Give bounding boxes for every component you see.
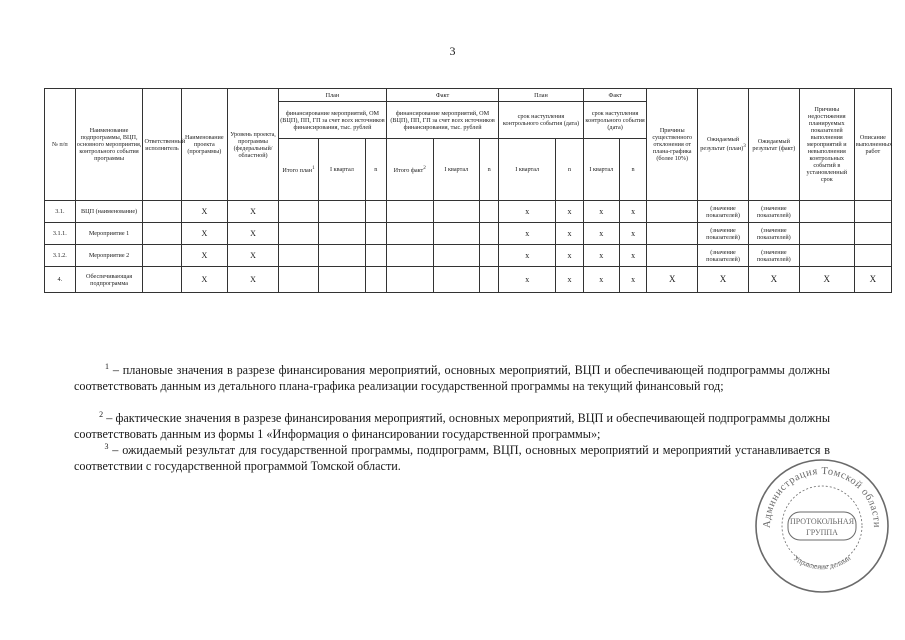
row-cell-x: х <box>583 245 619 267</box>
row-cell-x: Х <box>228 223 279 245</box>
row-name: Мероприятие 2 <box>75 245 143 267</box>
table-row <box>45 201 892 223</box>
col-reasons-fail-header: Причины недостижения планируемых показателей выполнения мероприятий и невыполнения контрольных событий в установленный срок <box>799 89 854 201</box>
row-plan-result: (значение показателей) <box>698 223 749 245</box>
plan-ev-n-header: n <box>556 139 584 201</box>
plan-n-header: n <box>365 139 386 201</box>
plan-event-group-header: План <box>499 89 584 102</box>
row-cell-x: х <box>556 267 584 293</box>
fact-n-header: n <box>480 139 499 201</box>
page-number: 3 <box>449 44 456 58</box>
footnote-2: $^2$ – фактические значения в разрезе финансирования мероприятий, основных мероприятий, ВЦП и обеспечивающей подпрограммы должны соответствовать данным из формы 1 «Информация о финансировании государственной программы»; <box>74 409 831 441</box>
plan-fin-header: финансирование мероприятий, ОМ (ВЦП), ПП, ГП за счет всех источников финансирования, тыс. рублей <box>278 102 386 139</box>
footnote-1: $^1$ – плановые значения в разрезе финансирования мероприятий, основных мероприятий, ВЦП и обеспечивающей подпрограммы должны соответствовать данным из детального плана-графика реализации государственной программы на текущий финансовый год; <box>74 361 831 393</box>
row-name: Мероприятие 1 <box>75 223 143 245</box>
row-cell-x: х <box>499 267 556 293</box>
fact-q1-header: I квартал <box>433 139 480 201</box>
row-cell-x: Х <box>854 267 891 293</box>
plan-ev-q1-header: I квартал <box>499 139 556 201</box>
fact-group-header: Факт <box>386 89 498 102</box>
table-row <box>45 267 892 293</box>
plan-group-header: План <box>278 89 386 102</box>
row-fact-result: (значение показателей) <box>748 245 799 267</box>
footnote-3: $^3$ – ожидаемый результат для государственной программы, подпрограмм, ВЦП, основных мероприятий и мероприятий устанавливается в соответствии с государственной программой Томской области. <box>74 441 830 473</box>
col-expected-fact-header: Ожидаемый результат (факт) <box>748 89 799 201</box>
plan-total-header: Итого план$^1$ <box>278 139 318 201</box>
row-cell-x: х <box>556 201 584 223</box>
fact-ev-n-header: n <box>619 139 647 201</box>
svg-text:Управление делами <box>792 553 852 571</box>
fact-event-group-header: Факт <box>583 89 647 102</box>
row-fact-result: (значение показателей) <box>748 201 799 223</box>
stamp-outer-ring <box>756 460 888 592</box>
row-cell-x: х <box>619 223 647 245</box>
col-name-header: Наименование подпрограммы, ВЦП, основного мероприятия, контрольного события программы <box>75 89 143 201</box>
row-cell-x: Х <box>647 267 698 293</box>
col-num-header: № п/п <box>45 89 76 201</box>
row-cell-x: х <box>556 245 584 267</box>
row-num: 3.1.2. <box>45 245 76 267</box>
row-cell-x: Х <box>698 267 749 293</box>
row-plan-result: (значение показателей) <box>698 245 749 267</box>
col-project-name-header: Наименование проекта (программы) <box>181 89 228 201</box>
fact-event-header: срок наступления контрольного события (дата) <box>583 102 647 139</box>
row-fact-result: (значение показателей) <box>748 223 799 245</box>
row-cell-x: х <box>583 223 619 245</box>
plan-q1-header: I квартал <box>319 139 366 201</box>
row-cell-x: Х <box>181 201 228 223</box>
stamp-inner-ring <box>782 486 862 566</box>
col-reasons-deviation-header: Причины существенного отклонения от плана-графика (более 10%) <box>647 89 698 201</box>
row-cell-x: Х <box>748 267 799 293</box>
row-num: 3.1. <box>45 201 76 223</box>
row-cell-x: Х <box>228 267 279 293</box>
row-cell-x: х <box>619 201 647 223</box>
row-cell-x: х <box>583 201 619 223</box>
stamp-ring-text: Администрация Томской области <box>761 465 883 529</box>
row-name: Обеспечивающая подпрограмма <box>75 267 143 293</box>
row-cell-x: х <box>499 201 556 223</box>
fact-ev-q1-header: I квартал <box>583 139 619 201</box>
row-cell-x: Х <box>181 245 228 267</box>
col-work-desc-header: Описание выполненных работ <box>854 89 891 201</box>
row-cell-x: Х <box>228 201 279 223</box>
row-num: 4. <box>45 267 76 293</box>
fact-fin-header: финансирование мероприятий, ОМ (ВЦП), ПП, ГП за счет всех источников финансирования, тыс. рублей <box>386 102 498 139</box>
row-name: ВЦП (наименование) <box>75 201 143 223</box>
col-responsible-header: Ответственный исполнитель <box>143 89 181 201</box>
row-plan-result: (значение показателей) <box>698 201 749 223</box>
row-cell-x: х <box>583 267 619 293</box>
col-project-level-header: Уровень проекта, программы (федеральный/ областной) <box>228 89 279 201</box>
row-cell-x: Х <box>228 245 279 267</box>
report-table <box>44 88 892 293</box>
stamp-bottom-text: Управление делами <box>791 553 853 572</box>
row-cell-x: х <box>619 267 647 293</box>
stamp-line-1: ПРОТОКОЛЬНАЯ <box>789 517 855 526</box>
plan-event-header: срок наступления контрольного события (дата) <box>499 102 584 139</box>
row-cell-x: Х <box>181 223 228 245</box>
row-cell-x: Х <box>799 267 854 293</box>
row-cell-x: х <box>499 245 556 267</box>
official-stamp <box>752 456 892 596</box>
row-cell-x: х <box>556 223 584 245</box>
row-num: 3.1.1. <box>45 223 76 245</box>
stamp-line-2: ГРУППА <box>806 528 838 537</box>
row-cell-x: х <box>619 245 647 267</box>
table-row <box>45 245 892 267</box>
row-cell-x: Х <box>181 267 228 293</box>
fact-total-header: Итого факт$^2$ <box>386 139 433 201</box>
row-cell-x: х <box>499 223 556 245</box>
table-row <box>45 223 892 245</box>
col-expected-plan-header: Ожидаемый результат (план)$^3$ <box>698 89 749 201</box>
